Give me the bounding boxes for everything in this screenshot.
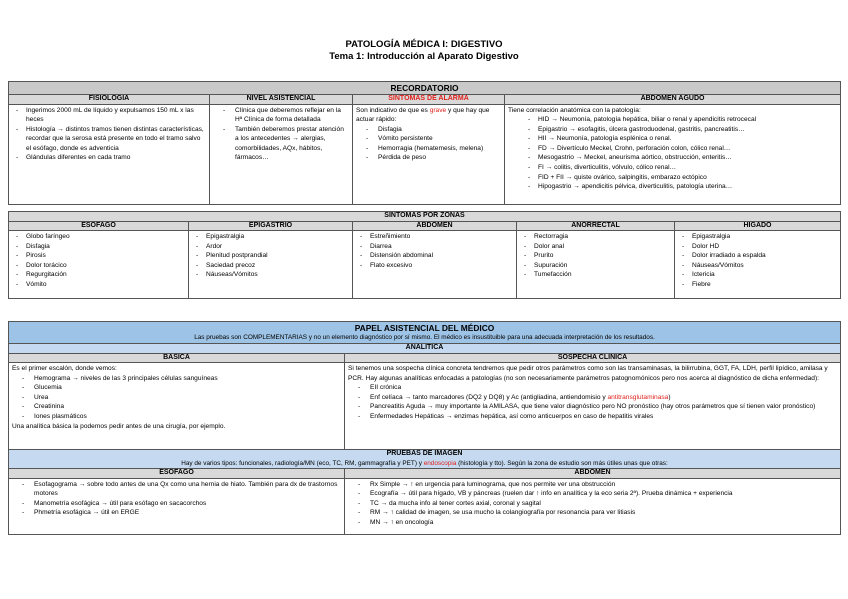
esofago-header: ESÓFAGO (9, 221, 189, 231)
list-item: - Rx Simple → ↑ en urgencia para luminograma, que nos permite ver una obstrucción (348, 480, 837, 490)
sintomas-zonas-table (8, 211, 841, 299)
list-item: - Vómito persistente (356, 134, 501, 144)
list-item: - Ecografía → útil para hígado, VB y páncreas (ruelen dar ↑ info en analítica y la eco seria 2ª). Prueba dinámica + experiencia (348, 489, 837, 499)
list-item: - Ardor (192, 242, 349, 252)
higado-header: HÍGADO (675, 221, 841, 231)
list-item: - Plenitud postprandial (192, 251, 349, 261)
imagen-note: Hay de varios tipos: funcionales, radiología/MN (eco, TC, RM, gammagrafía y PET) y endoscopia (histología y tto). Según la zona de estudio son más útiles unas que otras: (181, 459, 668, 467)
list-item: - Ictericia (678, 270, 837, 280)
sospecha-header: SOSPECHA CLÍNICA (345, 353, 841, 363)
abdomen-intro: Tiene correlación anatómica con la patología: (508, 106, 641, 114)
list-item: - HID → Neumonía, patología hepática, biliar o renal y apendicitis retrocecal (508, 115, 837, 125)
analitica-header: ANALÍTICA (9, 344, 841, 354)
higado-cell (675, 231, 841, 299)
sospecha-intro: Si tenemos una sospecha clínica concreta tendremos que pedir otros parámetros como son las transaminasas, la bilirrubina, GGT, FA, LDH, perfil lipídico, amilasa y PCR. Hay algunas analíticas enfocadas a patologías (no son necesariamente parámetros patognomónicos pero nos acerca al diagnóstico de dicha enfermedad): (348, 365, 828, 382)
papel-asistencial-table (8, 321, 841, 535)
list-item: - Dolor torácico (12, 261, 185, 271)
list-item: - Mesogastrio → Meckel, aneurisma aórtico, obstrucción, enteritis… (508, 153, 837, 163)
list-item: - Pancreatitis Aguda → muy importante la AMILASA, que tiene valor diagnóstico pero NO pronóstico (hay otros parámetros que sí tienen valor pronóstico) (348, 402, 837, 412)
list-item: - Epigastrio → esofagitis, úlcera gastroduodenal, gastritis, pancreatitis… (508, 125, 837, 135)
list-item: - Enf celíaca → tanto marcadores (DQ2 y DQ8) y Ac (antigliadina, antiendomisio y antitransglutaminasa) (348, 393, 837, 403)
list-item: - Epigastralgia (678, 232, 837, 242)
list-item: - Glándulas diferentes en cada tramo (12, 153, 206, 163)
list-item: - Supuración (520, 261, 671, 271)
list-item: - Ingerimos 2000 mL de líquido y expulsamos 150 mL x las heces (12, 106, 206, 125)
list-item: - Esofagograma → sobre todo antes de una Qx como una hernia de hiato. También para dx de trastornos motores (12, 480, 341, 499)
basica-intro: Es el primer escalón, donde vemos: (12, 365, 117, 372)
abdomen-cell (353, 231, 517, 299)
basica-header: BÁSICA (9, 353, 345, 363)
list-item: - Creatinina (12, 402, 341, 412)
sintomas-zonas-header: SÍNTOMAS POR ZONAS (9, 212, 841, 222)
recordatorio-header: RECORDATORIO (9, 82, 841, 95)
list-item: - MN → ↑ en oncología (348, 518, 837, 528)
fisiologia-cell (9, 104, 210, 204)
abdomen-header: ABDOMEN (353, 221, 517, 231)
list-item: - También deberemos prestar atención a los antecedentes → alergias, comorbilidades, AQx, hábitos, fármacos… (213, 125, 349, 163)
papel-header (9, 322, 841, 344)
list-item: - Epigastralgia (192, 232, 349, 242)
list-item: - Clínica que deberemos reflejar en la Hª Clínica de forma detallada (213, 106, 349, 125)
nivel-asistencial-header: NIVEL ASISTENCIAL (210, 95, 353, 105)
list-item: - Dolor HD (678, 242, 837, 252)
list-item: - Urea (12, 393, 341, 403)
list-item: - FID + FII → quiste ovárico, salpingitis, embarazo ectópico (508, 173, 837, 183)
list-item: - Histología → distintos tramos tienen distintas características, recordar que la serosa está presente en todo el tramo salvo el esófago, donde es adventicia (12, 125, 206, 154)
basica-cell (9, 363, 345, 450)
page-subtitle: Tema 1: Introducción al Aparato Digestivo (329, 51, 519, 62)
list-item: - Saciedad precoz (192, 261, 349, 271)
list-item: - TC → da mucha info al tener cortes axial, coronal y sagital (348, 499, 837, 509)
epigastrio-cell (189, 231, 353, 299)
list-item: - Globo faríngeo (12, 232, 185, 242)
list-item: - Distensión abdominal (356, 251, 513, 261)
list-item: - Tumefacción (520, 270, 671, 280)
list-item: - Hemograma → niveles de las 3 principales células sanguíneas (12, 374, 341, 384)
list-item: - Hipogastrio → apendicitis pélvica, diverticulitis, patología uterina… (508, 182, 837, 192)
esofago-cell (9, 231, 189, 299)
imagen-title: PRUEBAS DE IMAGEN (386, 450, 463, 457)
page-title: PATOLOGÍA MÉDICA I: DIGESTIVO (345, 39, 503, 50)
list-item: - HII → Neumonía, patología esplénica o renal. (508, 134, 837, 144)
list-item: - Pérdida de peso (356, 153, 501, 163)
papel-note: Las pruebas son COMPLEMENTARIAS y no un elemento diagnóstico por sí mismo. El médico es insustituible para una adecuada interpretación de los resultados. (194, 334, 655, 341)
list-item: - Hemorragia (hematemesis, melena) (356, 144, 501, 154)
list-item: - FD → Divertículo Meckel, Crohn, perforación colon, cólico renal… (508, 144, 837, 154)
basica-outro: Una analítica básica la podemos pedir antes de una cirugía, por ejemplo. (12, 422, 226, 430)
list-item: - Náuseas/Vómitos (192, 270, 349, 280)
sospecha-cell (345, 363, 841, 450)
sintomas-alarma-cell (353, 104, 505, 204)
list-item: - Dolor irradiado a espalda (678, 251, 837, 261)
abdomen-agudo-cell (505, 104, 841, 204)
list-item: - Regurgitación (12, 270, 185, 280)
list-item: - Phmetría esofágica → útil en ERGE (12, 508, 341, 518)
list-item: - Rectorragia (520, 232, 671, 242)
papel-title: PAPEL ASISTENCIAL DEL MÉDICO (354, 323, 495, 333)
list-item: - FI → colitis, diverticulitis, vólvulo, cólico renal… (508, 163, 837, 173)
imagen-esofago-header: ESÓFAGO (9, 469, 345, 479)
list-item: - Disfagia (356, 125, 501, 135)
list-item: - Enfermedades Hepáticas → enzimas hepática, así como anticuerpos en caso de hepatitis virales (348, 412, 837, 422)
imagen-header (9, 450, 841, 469)
list-item: - Estreñimiento (356, 232, 513, 242)
anorrectal-cell (517, 231, 675, 299)
list-item: - Manometría esofágica → útil para esófago en sacacorchos (12, 499, 341, 509)
anorrectal-header: ANORRECTAL (517, 221, 675, 231)
imagen-abdomen-cell (345, 478, 841, 534)
list-item: - Prurito (520, 251, 671, 261)
list-item: - RM → ↑ calidad de imagen, se usa mucho la colangiografía por resonancia para ver litiasis (348, 508, 837, 518)
recordatorio-table (8, 81, 841, 205)
imagen-esofago-cell (9, 478, 345, 534)
list-item: - Dolor anal (520, 242, 671, 252)
imagen-abdomen-header: ABDOMEN (345, 469, 841, 479)
nivel-asistencial-cell (210, 104, 353, 204)
list-item: - EII crónica (348, 383, 837, 393)
list-item: - Flato excesivo (356, 261, 513, 271)
list-item: - Iones plasmáticos (12, 412, 341, 422)
list-item: - Diarrea (356, 242, 513, 252)
list-item: - Pirosis (12, 251, 185, 261)
list-item: - Disfagia (12, 242, 185, 252)
abdomen-agudo-header: ABDOMEN AGUDO (505, 95, 841, 105)
sintomas-alarma-header: SÍNTOMAS DE ALARMA (353, 95, 505, 105)
fisiologia-header: FISIOLOGÍA (9, 95, 210, 105)
list-item: - Fiebre (678, 280, 837, 290)
list-item: - Glucemia (12, 383, 341, 393)
list-item: - Náuseas/Vómitos (678, 261, 837, 271)
alarma-intro: Son indicativo de que es grave y que hay que actuar rápido: (356, 106, 490, 124)
epigastrio-header: EPIGASTRIO (189, 221, 353, 231)
list-item: - Vómito (12, 280, 185, 290)
